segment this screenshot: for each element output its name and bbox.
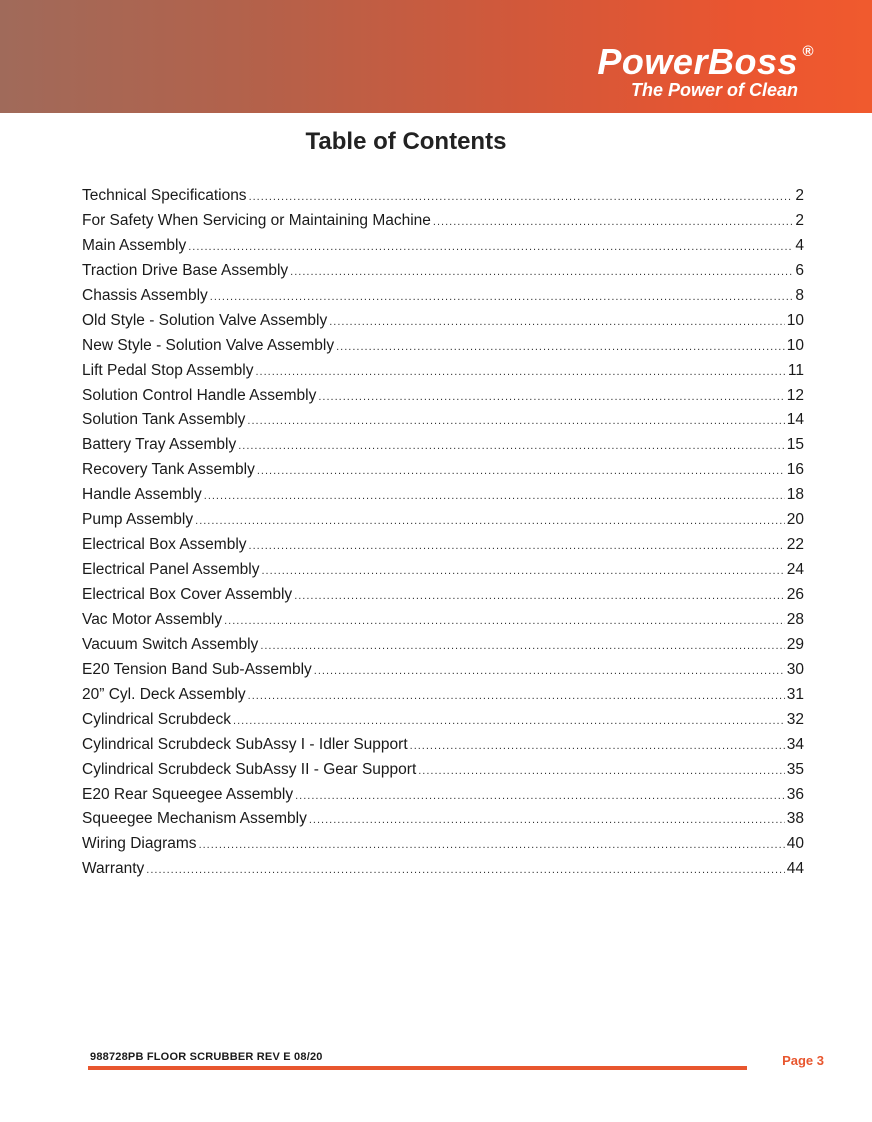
brand-name — [597, 41, 814, 82]
toc-leader-dots — [309, 808, 785, 833]
toc-entry-label: Squeegee Mechanism Assembly — [82, 810, 307, 828]
toc-entry-label: Pump Assembly — [82, 511, 194, 529]
registered-mark: ® — [802, 43, 814, 60]
toc-entry-page: 8 — [795, 286, 804, 304]
toc-entry-page: 31 — [786, 685, 804, 703]
brand-name-text: PowerBoss — [597, 41, 798, 82]
toc-entry[interactable] — [82, 708, 804, 733]
toc-entry[interactable] — [82, 408, 804, 433]
toc-entry-label: Wiring Diagrams — [82, 835, 197, 853]
toc-entry-page: 15 — [786, 436, 804, 454]
toc-entry-label: Electrical Box Assembly — [82, 536, 247, 554]
toc-entry-page: 36 — [786, 785, 804, 803]
toc-entry[interactable] — [82, 857, 804, 882]
toc-entry-label: Solution Control Handle Assembly — [82, 386, 317, 404]
toc-entry-page: 29 — [786, 635, 804, 653]
toc-leader-dots — [233, 709, 785, 734]
toc-leader-dots — [249, 185, 794, 210]
toc-entry-label: Main Assembly — [82, 236, 187, 254]
toc-entry[interactable] — [82, 483, 804, 508]
toc-entry-label: Vac Motor Assembly — [82, 610, 223, 628]
toc-entry[interactable] — [82, 234, 804, 259]
toc-entry-label: Cylindrical Scrubdeck SubAssy II - Gear Support — [82, 760, 417, 778]
toc-entry-label: Chassis Assembly — [82, 286, 208, 304]
footer-document-id: 988728PB FLOOR SCRUBBER REV E 08/20 — [90, 1051, 323, 1063]
toc-leader-dots — [255, 360, 785, 385]
toc-entry-page: 22 — [786, 536, 804, 554]
toc-entry-page: 20 — [786, 511, 804, 529]
toc-entry[interactable] — [82, 384, 804, 409]
toc-entry-page: 30 — [786, 660, 804, 678]
toc-entry[interactable] — [82, 558, 804, 583]
toc-entry[interactable] — [82, 508, 804, 533]
toc-entry-page: 10 — [786, 336, 804, 354]
brand-logo — [597, 41, 814, 100]
toc-entry-label: Battery Tray Assembly — [82, 436, 237, 454]
toc-entry[interactable] — [82, 309, 804, 334]
toc-leader-dots — [247, 409, 784, 434]
toc-leader-dots — [294, 584, 785, 609]
toc-entry-label: 20” Cyl. Deck Assembly — [82, 685, 246, 703]
toc-entry-label: Lift Pedal Stop Assembly — [82, 361, 254, 379]
toc-leader-dots — [336, 335, 785, 360]
toc-entry-page: 2 — [795, 187, 804, 204]
toc-leader-dots — [260, 634, 784, 659]
toc-leader-dots — [195, 509, 785, 534]
toc-entry-page: 34 — [786, 735, 804, 753]
toc-entry[interactable] — [82, 458, 804, 483]
toc-entry[interactable] — [82, 334, 804, 359]
footer-rule — [88, 1066, 747, 1070]
toc-leader-dots — [248, 684, 785, 709]
toc-leader-dots — [329, 310, 785, 335]
toc-entry[interactable] — [82, 284, 804, 309]
toc-entry-page: 14 — [786, 411, 804, 429]
toc-leader-dots — [204, 484, 785, 509]
toc-entry-label: For Safety When Servicing or Maintaining Machine — [82, 211, 431, 229]
toc-leader-dots — [224, 609, 785, 634]
toc-leader-dots — [188, 235, 793, 260]
toc-leader-dots — [418, 759, 785, 784]
toc-leader-dots — [295, 784, 785, 809]
toc-entry[interactable] — [82, 359, 804, 384]
toc-list — [82, 184, 804, 882]
toc-entry[interactable] — [82, 683, 804, 708]
toc-entry-label: Cylindrical Scrubdeck SubAssy I - Idler Support — [82, 735, 408, 753]
toc-entry[interactable] — [82, 783, 804, 808]
toc-entry-label: E20 Tension Band Sub-Assembly — [82, 660, 312, 678]
toc-entry[interactable] — [82, 608, 804, 633]
toc-entry[interactable] — [82, 733, 804, 758]
toc-entry-label: E20 Rear Squeegee Assembly — [82, 785, 294, 803]
footer-page-number: Page 3 — [782, 1053, 824, 1068]
toc-leader-dots — [210, 285, 794, 310]
toc-entry[interactable] — [82, 184, 804, 209]
toc-entry-page: 6 — [795, 261, 804, 279]
toc-leader-dots — [146, 858, 784, 883]
toc-leader-dots — [290, 260, 793, 285]
toc-entry-label: Warranty — [82, 860, 145, 878]
toc-entry-label: Technical Specifications — [82, 187, 247, 204]
toc-entry-page: 12 — [786, 386, 804, 404]
toc-entry-page: 26 — [786, 586, 804, 603]
toc-entry-label: Old Style - Solution Valve Assembly — [82, 311, 328, 329]
toc-leader-dots — [238, 434, 785, 459]
toc-entry-page: 32 — [786, 710, 804, 728]
toc-entry-page: 40 — [786, 835, 804, 853]
toc-entry-label: Electrical Panel Assembly — [82, 561, 260, 579]
toc-entry[interactable] — [82, 807, 804, 832]
toc-leader-dots — [410, 734, 785, 759]
toc-entry-label: New Style - Solution Valve Assembly — [82, 336, 335, 354]
toc-leader-dots — [314, 659, 785, 684]
toc-entry-page: 16 — [786, 461, 804, 479]
page-title: Table of Contents — [305, 128, 507, 155]
toc-entry-label: Electrical Box Cover Assembly — [82, 586, 293, 603]
toc-entry-label: Handle Assembly — [82, 486, 202, 504]
toc-entry[interactable] — [82, 209, 804, 234]
toc-entry-page: 35 — [786, 760, 804, 778]
toc-entry[interactable] — [82, 658, 804, 683]
toc-entry-page: 28 — [786, 610, 804, 628]
toc-leader-dots — [318, 385, 784, 410]
toc-leader-dots — [261, 559, 784, 584]
toc-entry-page: 2 — [795, 211, 804, 229]
toc-entry[interactable] — [82, 433, 804, 458]
toc-leader-dots — [249, 534, 785, 559]
toc-entry-page: 11 — [787, 361, 804, 379]
toc-entry[interactable] — [82, 758, 804, 783]
toc-entry-label: Traction Drive Base Assembly — [82, 261, 289, 279]
toc-leader-dots — [199, 833, 785, 858]
toc-leader-dots — [257, 459, 785, 484]
toc-entry[interactable] — [82, 633, 804, 658]
toc-entry[interactable] — [82, 583, 804, 608]
brand-tagline: The Power of Clean — [630, 80, 798, 100]
toc-entry-page: 24 — [786, 561, 804, 579]
toc-entry-page: 4 — [795, 236, 804, 254]
toc-entry-label: Recovery Tank Assembly — [82, 461, 255, 479]
toc-entry-label: Solution Tank Assembly — [82, 411, 246, 429]
header-band — [0, 0, 872, 113]
toc-entry-page: 18 — [786, 486, 804, 504]
toc-entry-page: 10 — [786, 311, 804, 329]
toc-entry[interactable] — [82, 533, 804, 558]
toc-entry-page: 44 — [786, 860, 804, 878]
toc-entry-label: Cylindrical Scrubdeck — [82, 710, 232, 728]
toc-entry-page: 38 — [786, 810, 804, 828]
toc-entry[interactable] — [82, 259, 804, 284]
toc-leader-dots — [433, 210, 793, 235]
toc-entry[interactable] — [82, 832, 804, 857]
toc-entry-label: Vacuum Switch Assembly — [82, 635, 259, 653]
